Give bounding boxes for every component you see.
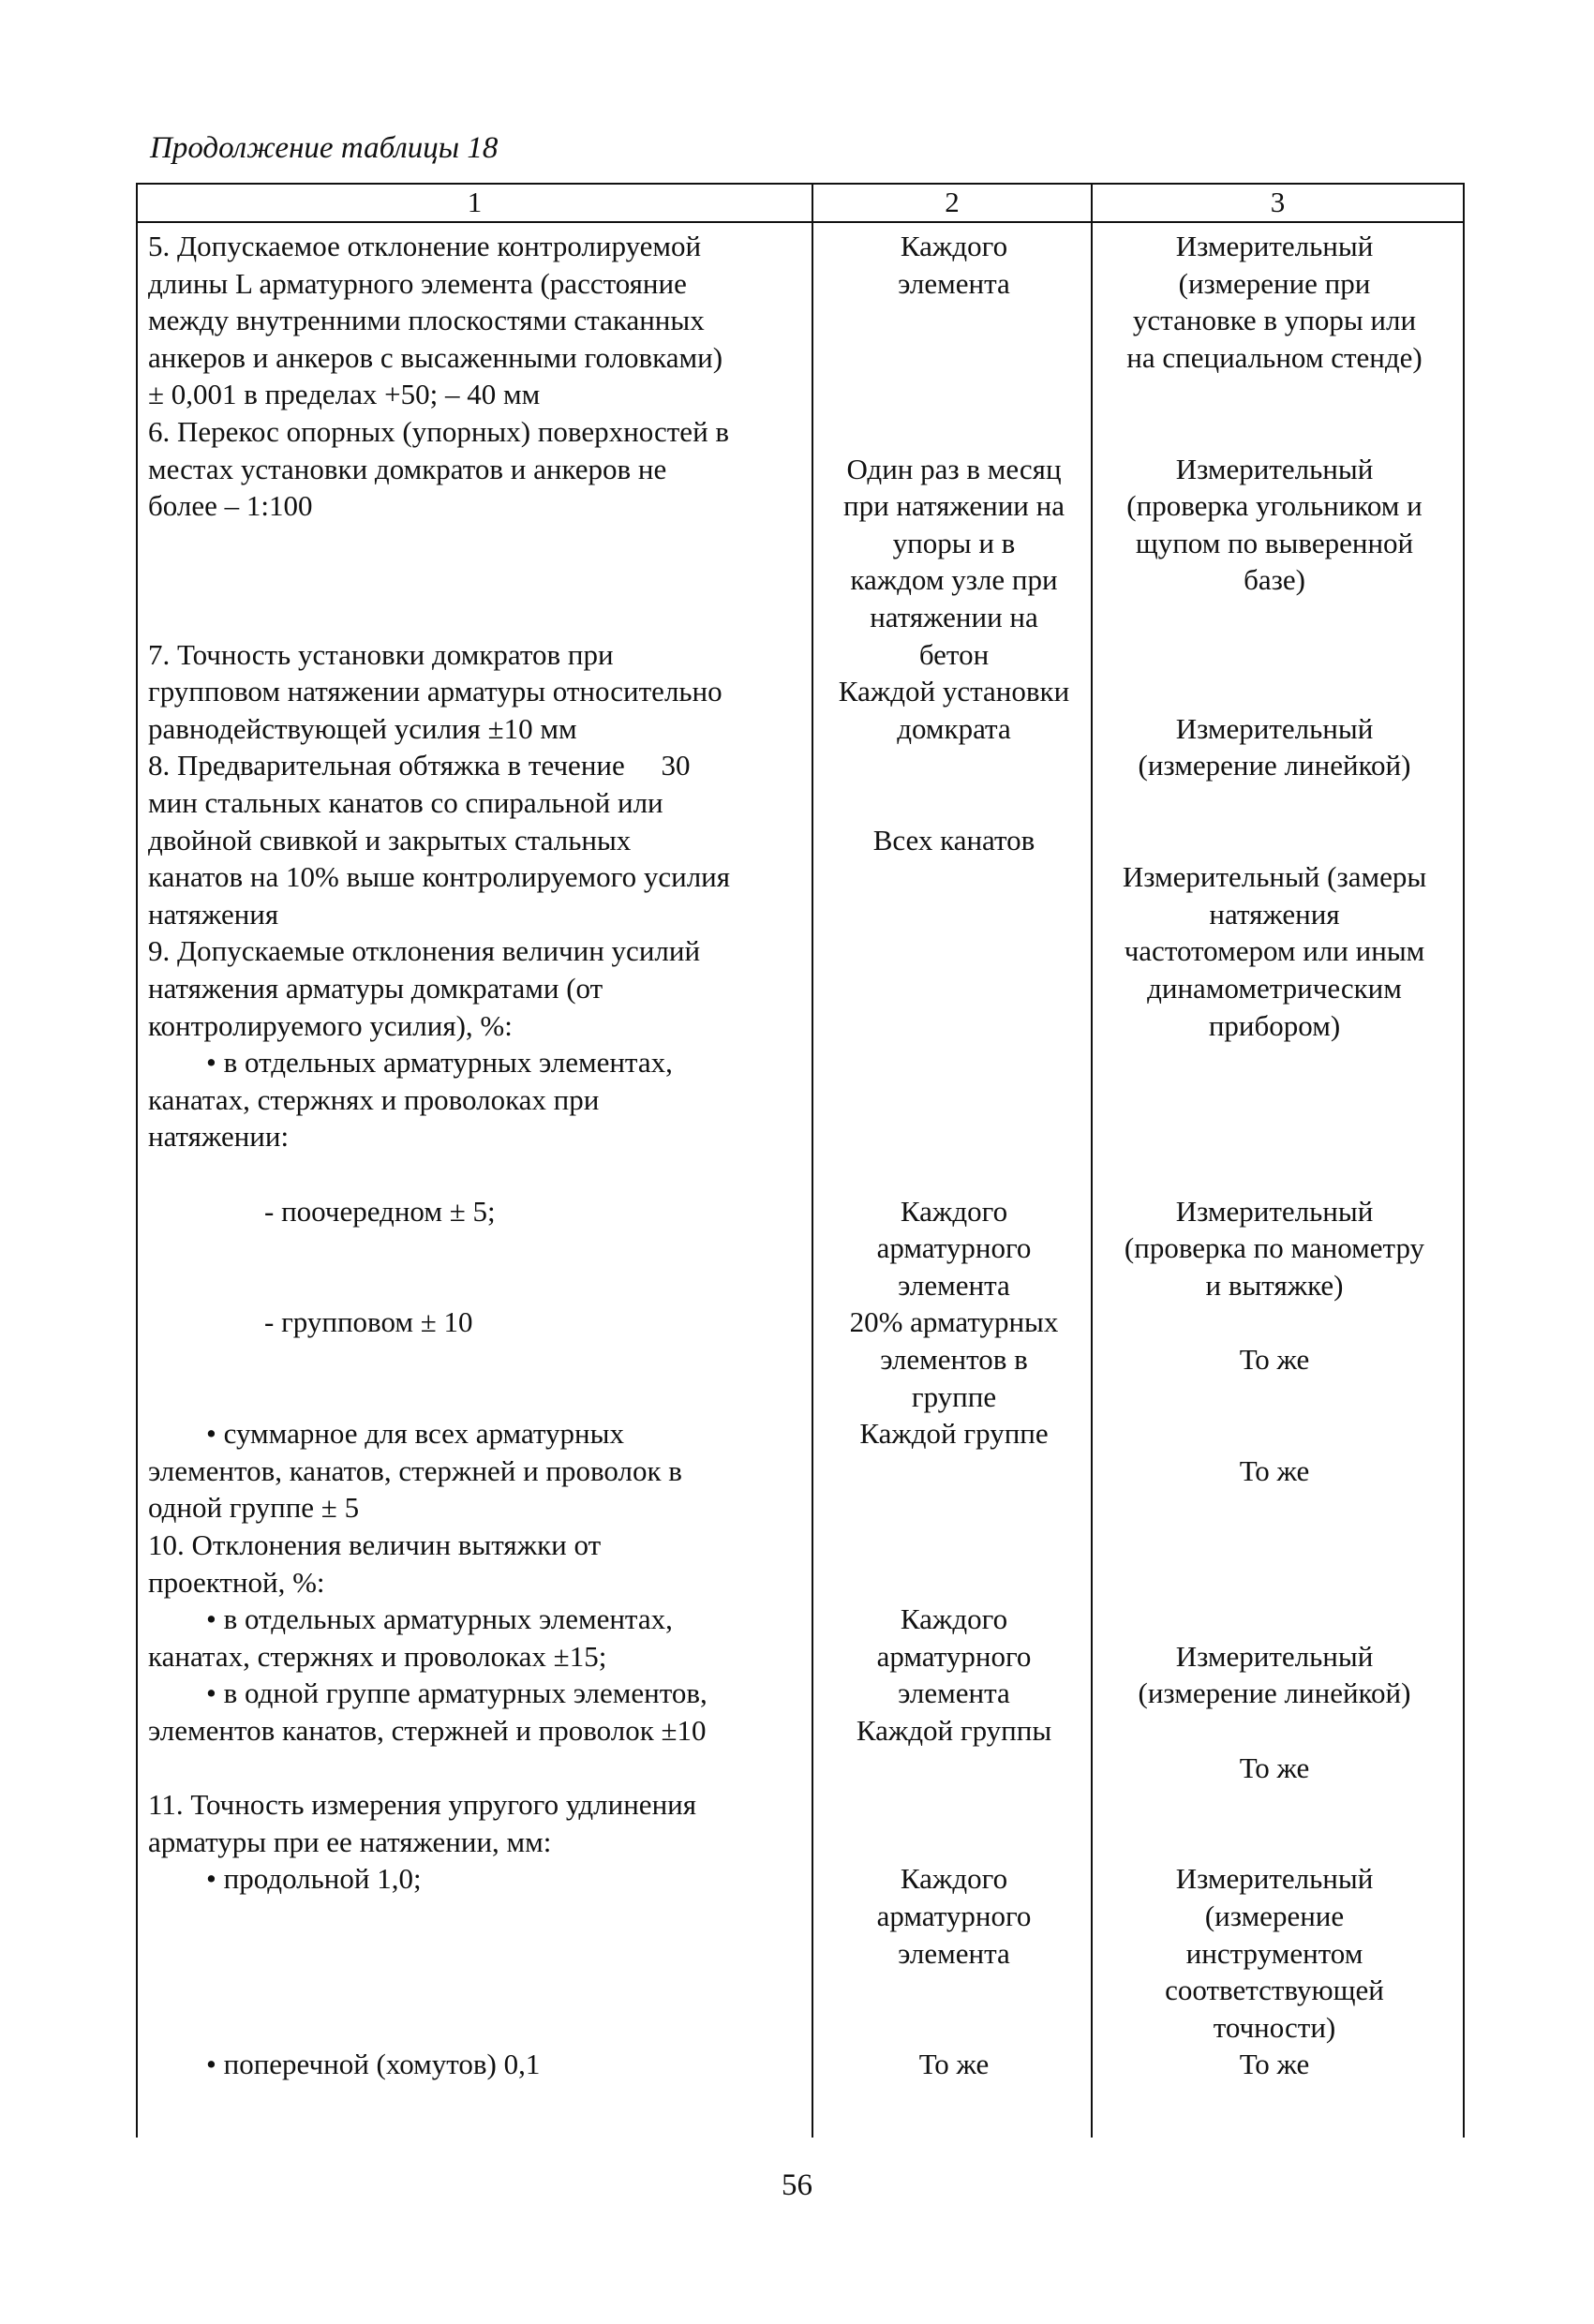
control-scope-line: Каждого <box>900 1194 1008 1228</box>
requirement-line: контролируемого усилия), %: <box>148 1008 513 1042</box>
control-method-line: щупом по выверенной <box>1135 526 1414 559</box>
page-number: 56 <box>782 2168 812 2202</box>
column-divider-1 <box>812 183 813 2138</box>
control-scope-line: арматурного <box>876 1899 1032 1932</box>
requirement-line: длины L арматурного элемента (расстояние <box>148 266 687 300</box>
requirement-line: - групповом ± 10 <box>148 1305 473 1339</box>
requirement-line: - поочередном ± 5; <box>148 1194 496 1228</box>
control-method-line: То же <box>1239 1343 1310 1376</box>
control-method-line: установке в упоры или <box>1132 304 1417 337</box>
control-scope-line: элемента <box>898 266 1010 300</box>
control-method-line: соответствующей <box>1165 1974 1384 2007</box>
requirement-line: • поперечной (хомутов) 0,1 <box>148 2048 541 2081</box>
requirement-line: натяжения арматуры домкратами (от <box>148 972 603 1005</box>
control-scope-line: при натяжении на <box>842 489 1065 523</box>
requirement-line: канатов на 10% выше контролируемого усилия <box>148 860 731 894</box>
control-scope-line: Каждой группы <box>856 1714 1052 1747</box>
control-method-line: (проверка угольником и <box>1126 489 1423 523</box>
control-method-line: То же <box>1239 2048 1310 2081</box>
control-method-line: (измерение линейкой) <box>1138 1676 1411 1710</box>
requirement-line: 10. Отклонения величин вытяжки от <box>148 1528 602 1561</box>
requirement-line: • в отдельных арматурных элементах, <box>148 1046 673 1080</box>
requirement-line: 5. Допускаемое отклонение контролируемой <box>148 230 702 262</box>
control-method-line: на специальном стенде) <box>1126 340 1423 374</box>
requirement-line: ± 0,001 в пределах +50; – 40 мм <box>148 378 541 411</box>
control-scope-line: Каждого <box>900 230 1008 262</box>
requirement-line: более – 1:100 <box>148 489 313 523</box>
requirement-line: • суммарное для всех арматурных <box>148 1417 624 1451</box>
table-caption: Продолжение таблицы 18 <box>150 131 499 165</box>
control-scope-line: Каждой группе <box>859 1417 1049 1451</box>
requirement-line: арматуры при ее натяжении, мм: <box>148 1825 552 1858</box>
control-scope-line: элемента <box>898 1676 1010 1710</box>
control-scope-line: Каждого <box>900 1862 1008 1896</box>
requirement-line: одной группе ± 5 <box>148 1491 360 1525</box>
table-left-border <box>136 183 138 2138</box>
requirement-line: 8. Предварительная обтяжка в течение 30 <box>148 749 691 782</box>
control-scope-line: упоры и в <box>892 526 1016 559</box>
control-scope-line: элемента <box>898 1936 1010 1970</box>
control-method-line: Измерительный <box>1175 1862 1374 1896</box>
column-header-2: 2 <box>945 186 960 218</box>
control-scope-line: группе <box>911 1379 997 1413</box>
control-scope-line: Один раз в месяц <box>846 452 1062 485</box>
requirement-line: • в отдельных арматурных элементах, <box>148 1602 673 1636</box>
control-method-line: То же <box>1239 1453 1310 1487</box>
requirement-line: канатах, стержнях и проволоках ±15; <box>148 1639 607 1673</box>
requirement-line: натяжении: <box>148 1120 290 1154</box>
requirement-line: • продольной 1,0; <box>148 1862 422 1896</box>
control-method-line: точности) <box>1213 2010 1336 2044</box>
column-header-1: 1 <box>467 186 483 218</box>
control-method-line: (проверка по манометру <box>1124 1231 1425 1265</box>
control-method-line: (измерение линейкой) <box>1138 749 1411 782</box>
control-method-line: Измерительный <box>1175 711 1374 745</box>
control-scope-line: элементов в <box>880 1343 1028 1376</box>
requirement-line: проектной, %: <box>148 1565 325 1599</box>
requirement-line: 11. Точность измерения упругого удлинения <box>148 1788 697 1822</box>
requirement-line: местах установки домкратов и анкеров не <box>148 452 667 485</box>
control-method-line: Измерительный (замеры <box>1122 860 1427 894</box>
control-method-line: динамометрическим <box>1147 972 1402 1005</box>
requirement-line: групповом натяжении арматуры относительно <box>148 675 723 708</box>
control-scope-line: домкрата <box>897 711 1011 745</box>
control-method-line: (измерение при <box>1178 266 1371 300</box>
control-method-line: частотомером или иным <box>1124 934 1425 968</box>
control-method-line: прибором) <box>1208 1008 1341 1042</box>
control-method-line: Измерительный <box>1175 230 1374 262</box>
control-method-line: базе) <box>1244 563 1305 597</box>
control-scope-line: натяжении на <box>870 601 1038 633</box>
control-scope-line: Каждого <box>900 1602 1008 1636</box>
table-right-border <box>1463 183 1465 2138</box>
requirement-line: равнодействующей усилия ±10 мм <box>148 711 577 745</box>
control-method-line: (измерение <box>1204 1899 1345 1932</box>
requirement-line: 6. Перекос опорных (упорных) поверхностей в <box>148 415 730 448</box>
control-method-line: инструментом <box>1185 1936 1363 1970</box>
control-method-line: То же <box>1239 1750 1310 1784</box>
requirement-line: элементов канатов, стержней и проволок ±10 <box>148 1714 707 1747</box>
requirement-line: мин стальных канатов со спиральной или <box>148 786 663 819</box>
column-header-3: 3 <box>1270 186 1286 218</box>
requirement-line: 7. Точность установки домкратов при <box>148 637 614 671</box>
requirement-line: канатах, стержнях и проволоках при <box>148 1082 600 1116</box>
control-scope-line: 20% арматурных <box>849 1305 1059 1339</box>
control-scope-line: Всех канатов <box>872 823 1035 857</box>
requirement-line: между внутренними плоскостями стаканных <box>148 304 705 337</box>
control-scope-line: арматурного <box>876 1639 1032 1673</box>
requirement-line: элементов, канатов, стержней и проволок в <box>148 1453 682 1487</box>
control-scope-line: То же <box>918 2048 990 2081</box>
control-scope-line: элемента <box>898 1268 1010 1302</box>
requirement-line: натяжения <box>148 897 279 931</box>
control-method-line: Измерительный <box>1175 1194 1374 1228</box>
control-scope-line: бетон <box>918 637 990 671</box>
control-scope-line: Каждой установки <box>838 675 1070 708</box>
control-method-line: и вытяжке) <box>1205 1268 1344 1302</box>
requirement-line: анкеров и анкеров с высаженными головками) <box>148 340 723 374</box>
control-scope-line: каждом узле при <box>850 563 1058 597</box>
requirement-line: двойной свивкой и закрытых стальных <box>148 823 632 857</box>
control-method-line: Измерительный <box>1175 452 1374 485</box>
header-bottom-border <box>136 221 1465 223</box>
control-method-line: Измерительный <box>1175 1639 1374 1673</box>
control-scope-line: арматурного <box>876 1231 1032 1265</box>
requirement-line: • в одной группе арматурных элементов, <box>148 1676 708 1710</box>
requirement-line: 9. Допускаемые отклонения величин усилий <box>148 934 701 968</box>
control-method-line: натяжения <box>1209 897 1340 931</box>
